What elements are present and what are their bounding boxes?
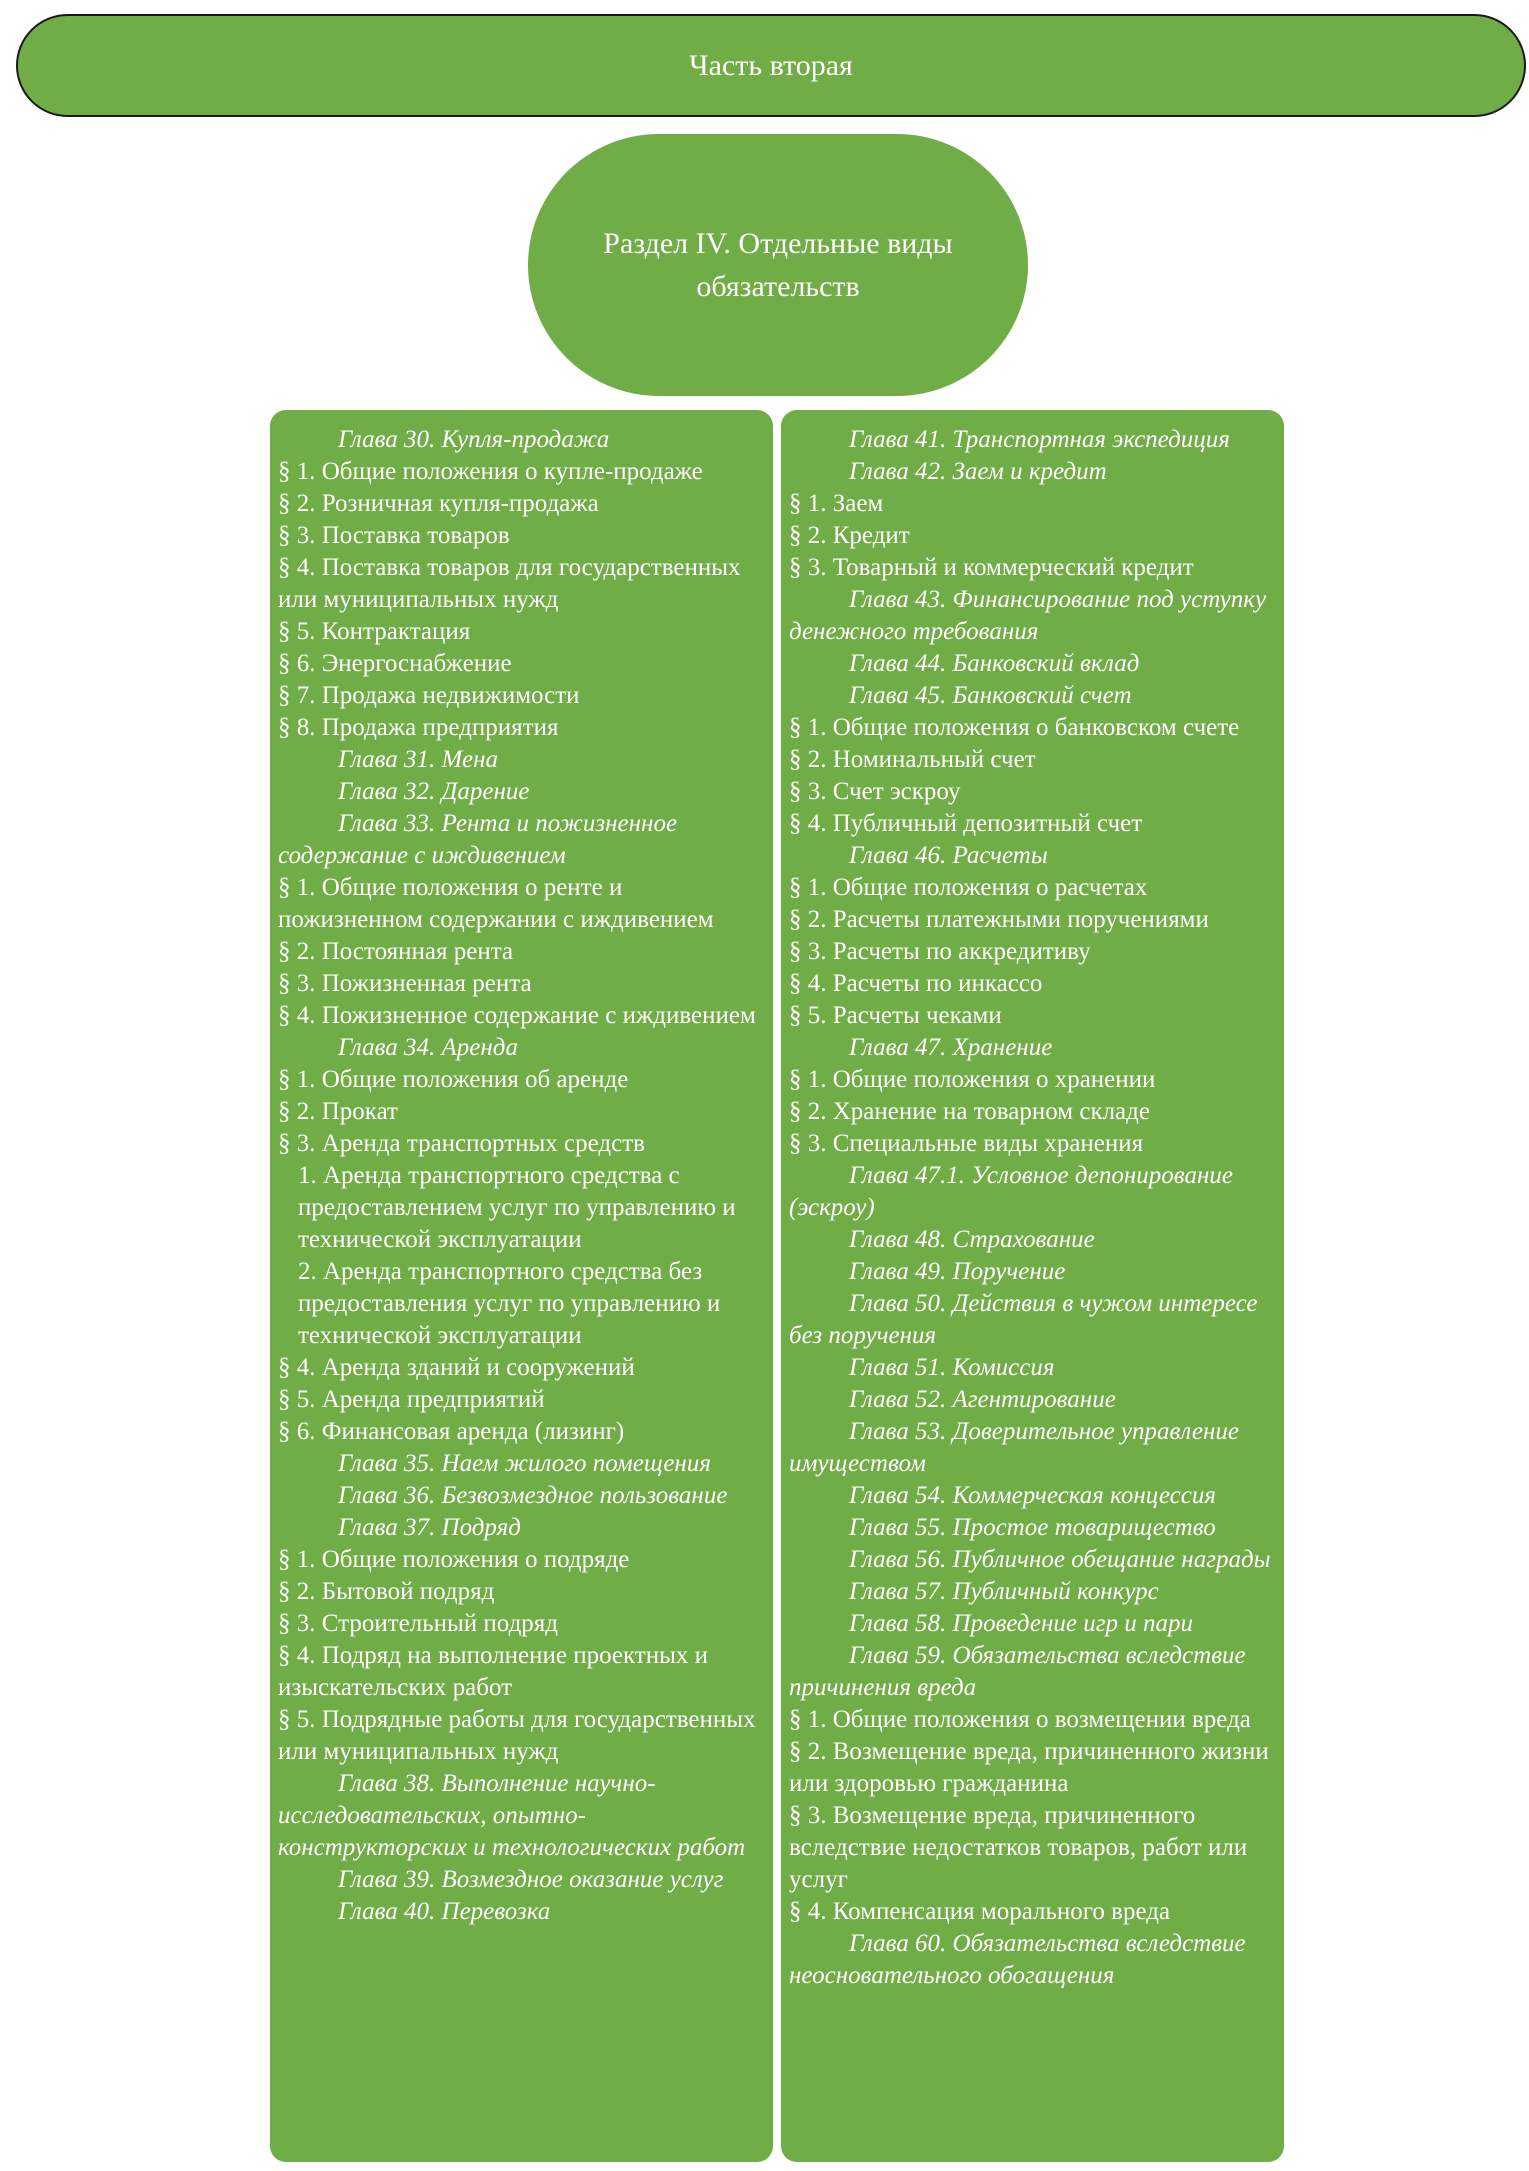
paragraph-item: § 1. Общие положения о хранении xyxy=(789,1066,1156,1093)
paragraph-item: § 2. Бытовой подряд xyxy=(278,1578,495,1605)
chapter-heading: Глава 49. Поручение xyxy=(849,1258,1066,1285)
paragraph-item: § 8. Продажа предприятия xyxy=(278,714,559,741)
paragraph-item: § 3. Расчеты по аккредитиву xyxy=(789,938,1091,965)
paragraph-item: § 1. Общие положения о банковском счете xyxy=(789,714,1240,741)
chapter-heading: Глава 56. Публичное обещание награды xyxy=(849,1546,1271,1573)
chapter-heading: Глава 55. Простое товарищество xyxy=(849,1514,1216,1541)
chapter-heading: Глава 45. Банковский счет xyxy=(849,682,1132,709)
paragraph-item: § 4. Компенсация морального вреда xyxy=(789,1898,1171,1925)
part-two-header xyxy=(16,14,1526,117)
paragraph-item: § 2. Кредит xyxy=(789,522,910,549)
paragraph-item: § 3. Товарный и коммерческий кредит xyxy=(789,554,1194,581)
paragraph-item: § 1. Общие положения о расчетах xyxy=(789,874,1148,901)
paragraph-item: § 4. Расчеты по инкассо xyxy=(789,970,1043,997)
chapter-heading: Глава 60. Обязательства вследствие неосновательного обогащения xyxy=(789,1930,1246,1989)
chapter-heading: Глава 58. Проведение игр и пари xyxy=(849,1610,1193,1637)
paragraph-item: § 1. Заем xyxy=(789,490,884,517)
chapter-heading: Глава 43. Финансирование под уступку денежного требования xyxy=(789,586,1267,645)
chapter-heading: Глава 40. Перевозка xyxy=(338,1898,551,1925)
paragraph-item: § 2. Расчеты платежными поручениями xyxy=(789,906,1209,933)
chapter-heading: Глава 47.1. Условное депонирование (эскроу) xyxy=(789,1162,1233,1221)
chapter-heading: Глава 51. Комиссия xyxy=(849,1354,1055,1381)
paragraph-item: § 5. Контрактация xyxy=(278,618,471,645)
chapter-heading: Глава 46. Расчеты xyxy=(849,842,1048,869)
paragraph-item: § 1. Общие положения о ренте и пожизненном содержании с иждивением xyxy=(278,874,714,933)
chapter-heading: Глава 33. Рента и пожизненное содержание с иждивением xyxy=(278,810,678,869)
paragraph-item: § 4. Публичный депозитный счет xyxy=(789,810,1143,837)
chapter-heading: Глава 39. Возмездное оказание услуг xyxy=(338,1866,724,1893)
chapter-heading: Глава 47. Хранение xyxy=(849,1034,1053,1061)
paragraph-item: § 2. Номинальный счет xyxy=(789,746,1036,773)
chapter-heading: Глава 57. Публичный конкурс xyxy=(849,1578,1159,1605)
left-chapters-column xyxy=(270,410,773,2162)
paragraph-item: § 5. Аренда предприятий xyxy=(278,1386,545,1413)
paragraph-item: § 1. Общие положения об аренде xyxy=(278,1066,629,1093)
subsection-item: 1. Аренда транспортного средства с предоставлением услуг по управлению и технической эксплуатации xyxy=(298,1162,736,1253)
paragraph-item: § 6. Финансовая аренда (лизинг) xyxy=(278,1418,625,1445)
section-four-node xyxy=(528,134,1028,396)
paragraph-item: § 2. Постоянная рента xyxy=(278,938,514,965)
chapter-heading: Глава 50. Действия в чужом интересе без поручения xyxy=(789,1290,1258,1349)
paragraph-item: § 7. Продажа недвижимости xyxy=(278,682,580,709)
chapter-heading: Глава 38. Выполнение научно-исследовательских, опытно-конструкторских и технологических работ xyxy=(278,1770,746,1861)
right-chapters-column xyxy=(781,410,1284,2162)
paragraph-item: § 3. Пожизненная рента xyxy=(278,970,532,997)
paragraph-item: § 6. Энергоснабжение xyxy=(278,650,512,677)
paragraph-item: § 3. Поставка товаров xyxy=(278,522,510,549)
paragraph-item: § 3. Аренда транспортных средств xyxy=(278,1130,645,1157)
chapter-heading: Глава 59. Обязательства вследствие причинения вреда xyxy=(789,1642,1246,1701)
chapter-heading: Глава 53. Доверительное управление имуществом xyxy=(789,1418,1240,1477)
paragraph-item: § 2. Розничная купля-продажа xyxy=(278,490,599,517)
paragraph-item: § 5. Расчеты чеками xyxy=(789,1002,1002,1029)
chapter-heading: Глава 30. Купля-продажа xyxy=(338,426,610,453)
chapter-heading: Глава 31. Мена xyxy=(338,746,498,773)
chapter-heading: Глава 35. Наем жилого помещения xyxy=(338,1450,711,1477)
paragraph-item: § 2. Прокат xyxy=(278,1098,398,1125)
paragraph-item: § 5. Подрядные работы для государственных или муниципальных нужд xyxy=(278,1706,756,1765)
paragraph-item: § 4. Подряд на выполнение проектных и изыскательских работ xyxy=(278,1642,709,1701)
chapter-heading: Глава 42. Заем и кредит xyxy=(849,458,1107,485)
paragraph-item: § 1. Общие положения о подряде xyxy=(278,1546,630,1573)
paragraph-item: § 3. Специальные виды хранения xyxy=(789,1130,1144,1157)
paragraph-item: § 3. Строительный подряд xyxy=(278,1610,559,1637)
paragraph-item: § 2. Хранение на товарном складе xyxy=(789,1098,1150,1125)
chapter-heading: Глава 48. Страхование xyxy=(849,1226,1095,1253)
chapter-heading: Глава 44. Банковский вклад xyxy=(849,650,1140,677)
paragraph-item: § 2. Возмещение вреда, причиненного жизни или здоровью гражданина xyxy=(789,1738,1269,1797)
paragraph-item: § 1. Общие положения о купле-продаже xyxy=(278,458,703,485)
paragraph-item: § 3. Счет эскроу xyxy=(789,778,961,805)
chapter-heading: Глава 52. Агентирование xyxy=(849,1386,1116,1413)
section-four-title: Раздел IV. Отдельные виды обязательств xyxy=(603,227,953,303)
paragraph-item: § 3. Возмещение вреда, причиненного вследствие недостатков товаров, работ или услуг xyxy=(789,1802,1248,1893)
part-two-title: Часть вторая xyxy=(689,48,853,82)
chapter-heading: Глава 54. Коммерческая концессия xyxy=(849,1482,1216,1509)
chapter-heading: Глава 32. Дарение xyxy=(338,778,530,805)
paragraph-item: § 4. Пожизненное содержание с иждивением xyxy=(278,1002,756,1029)
chapter-heading: Глава 37. Подряд xyxy=(338,1514,521,1541)
chapter-heading: Глава 36. Безвозмездное пользование xyxy=(338,1482,728,1509)
paragraph-item: § 1. Общие положения о возмещении вреда xyxy=(789,1706,1251,1733)
subsection-item: 2. Аренда транспортного средства без предоставления услуг по управлению и технической эксплуатации xyxy=(298,1258,721,1349)
chapter-heading: Глава 34. Аренда xyxy=(338,1034,518,1061)
chapter-heading: Глава 41. Транспортная экспедиция xyxy=(849,426,1230,453)
paragraph-item: § 4. Аренда зданий и сооружений xyxy=(278,1354,635,1381)
paragraph-item: § 4. Поставка товаров для государственных или муниципальных нужд xyxy=(278,554,741,613)
